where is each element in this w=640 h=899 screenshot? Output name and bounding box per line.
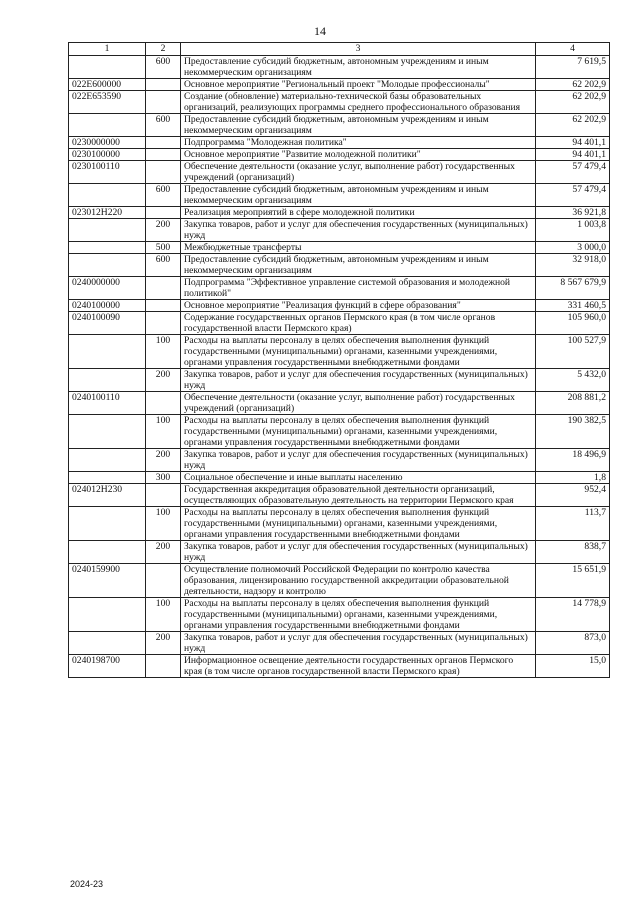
item-name-cell: Предоставление субсидий бюджетным, автономным учреждениям и иным некоммерческим организациям — [181, 114, 536, 137]
amount-cell: 113,7 — [536, 507, 610, 541]
amount-cell: 190 382,5 — [536, 415, 610, 449]
table-row — [69, 312, 610, 335]
amount-cell: 14 778,9 — [536, 598, 610, 632]
amount-cell: 873,0 — [536, 632, 610, 655]
expense-type-cell — [146, 300, 181, 312]
table-row — [69, 598, 610, 632]
code-cell — [69, 219, 146, 242]
expense-type-cell — [146, 484, 181, 507]
table-row — [69, 114, 610, 137]
expense-type-cell: 600 — [146, 114, 181, 137]
expense-type-cell: 100 — [146, 415, 181, 449]
amount-cell: 62 202,9 — [536, 79, 610, 91]
amount-cell: 32 918,0 — [536, 254, 610, 277]
item-name-cell: Основное мероприятие "Развитие молодежной политики" — [181, 149, 536, 161]
amount-cell: 15,0 — [536, 655, 610, 678]
expense-type-cell: 600 — [146, 254, 181, 277]
code-cell — [69, 632, 146, 655]
item-name-cell: Основное мероприятие "Реализация функций в сфере образования" — [181, 300, 536, 312]
code-cell — [69, 369, 146, 392]
header-col-1: 1 — [69, 43, 146, 56]
expense-type-cell — [146, 207, 181, 219]
budget-table — [68, 42, 610, 678]
code-cell — [69, 242, 146, 254]
item-name-cell: Расходы на выплаты персоналу в целях обеспечения выполнения функций государственными (муниципальными) органами, казенными учреждениями, органами управления государственными внебюджетными фондами — [181, 415, 536, 449]
amount-cell: 952,4 — [536, 484, 610, 507]
amount-cell: 331 460,5 — [536, 300, 610, 312]
amount-cell: 100 527,9 — [536, 335, 610, 369]
header-col-2: 2 — [146, 43, 181, 56]
item-name-cell: Межбюджетные трансферты — [181, 242, 536, 254]
table-row — [69, 137, 610, 149]
item-name-cell: Расходы на выплаты персоналу в целях обеспечения выполнения функций государственными (муниципальными) органами, казенными учреждениями, органами управления государственными внебюджетными фондами — [181, 335, 536, 369]
table-row — [69, 541, 610, 564]
table-row — [69, 254, 610, 277]
table-row — [69, 242, 610, 254]
table-row — [69, 207, 610, 219]
table-row — [69, 149, 610, 161]
code-cell — [69, 184, 146, 207]
code-cell — [69, 254, 146, 277]
expense-type-cell: 300 — [146, 472, 181, 484]
item-name-cell: Закупка товаров, работ и услуг для обеспечения государственных (муниципальных) нужд — [181, 632, 536, 655]
expense-type-cell — [146, 312, 181, 335]
table-row — [69, 392, 610, 415]
code-cell — [69, 335, 146, 369]
code-cell: 024012Н230 — [69, 484, 146, 507]
footer-code: 2024-23 — [70, 879, 104, 889]
table-row — [69, 484, 610, 507]
expense-type-cell — [146, 149, 181, 161]
header-col-4: 4 — [536, 43, 610, 56]
code-cell — [69, 114, 146, 137]
table-row — [69, 91, 610, 114]
item-name-cell: Предоставление субсидий бюджетным, автономным учреждениям и иным некоммерческим организациям — [181, 184, 536, 207]
code-cell: 022E653590 — [69, 91, 146, 114]
amount-cell: 208 881,2 — [536, 392, 610, 415]
item-name-cell: Содержание государственных органов Пермского края (в том числе органов государственной власти Пермского края) — [181, 312, 536, 335]
expense-type-cell — [146, 91, 181, 114]
page-number: 14 — [314, 24, 326, 38]
expense-type-cell: 100 — [146, 335, 181, 369]
item-name-cell: Закупка товаров, работ и услуг для обеспечения государственных (муниципальных) нужд — [181, 541, 536, 564]
expense-type-cell — [146, 137, 181, 149]
amount-cell: 8 567 679,9 — [536, 277, 610, 300]
table-row — [69, 449, 610, 472]
header-col-3: 3 — [181, 43, 536, 56]
item-name-cell: Закупка товаров, работ и услуг для обеспечения государственных (муниципальных) нужд — [181, 449, 536, 472]
amount-cell: 15 651,9 — [536, 564, 610, 598]
amount-cell: 94 401,1 — [536, 137, 610, 149]
expense-type-cell — [146, 564, 181, 598]
item-name-cell: Подпрограмма "Молодежная политика" — [181, 137, 536, 149]
amount-cell: 36 921,8 — [536, 207, 610, 219]
amount-cell: 3 000,0 — [536, 242, 610, 254]
item-name-cell: Предоставление субсидий бюджетным, автономным учреждениям и иным некоммерческим организациям — [181, 254, 536, 277]
expense-type-cell: 200 — [146, 541, 181, 564]
table-row — [69, 564, 610, 598]
amount-cell: 1,8 — [536, 472, 610, 484]
amount-cell: 62 202,9 — [536, 91, 610, 114]
code-cell — [69, 598, 146, 632]
item-name-cell: Расходы на выплаты персоналу в целях обеспечения выполнения функций государственными (муниципальными) органами, казенными учреждениями, органами управления государственными внебюджетными фондами — [181, 507, 536, 541]
table-row — [69, 335, 610, 369]
table-row — [69, 655, 610, 678]
code-cell — [69, 449, 146, 472]
table-row — [69, 369, 610, 392]
item-name-cell: Закупка товаров, работ и услуг для обеспечения государственных (муниципальных) нужд — [181, 219, 536, 242]
item-name-cell: Осуществление полномочий Российской Федерации по контролю качества образования, лицензированию государственной аккредитации образовательной деятельности, надзору и контролю — [181, 564, 536, 598]
expense-type-cell: 200 — [146, 449, 181, 472]
code-cell: 0240100090 — [69, 312, 146, 335]
table-row — [69, 277, 610, 300]
expense-type-cell — [146, 161, 181, 184]
table-row — [69, 472, 610, 484]
item-name-cell: Обеспечение деятельности (оказание услуг, выполнение работ) государственных учреждений (организаций) — [181, 392, 536, 415]
code-cell — [69, 56, 146, 79]
expense-type-cell: 600 — [146, 184, 181, 207]
item-name-cell: Реализация мероприятий в сфере молодежной политики — [181, 207, 536, 219]
item-name-cell: Создание (обновление) материально-технической базы образовательных организаций, реализующих программы среднего профессионального образования — [181, 91, 536, 114]
table-row — [69, 56, 610, 79]
item-name-cell: Подпрограмма "Эффективное управление системой образования и молодежной политикой" — [181, 277, 536, 300]
amount-cell: 57 479,4 — [536, 184, 610, 207]
expense-type-cell: 200 — [146, 219, 181, 242]
code-cell: 0230100000 — [69, 149, 146, 161]
amount-cell: 18 496,9 — [536, 449, 610, 472]
code-cell: 0230100110 — [69, 161, 146, 184]
item-name-cell: Основное мероприятие "Региональный проект "Молодые профессионалы" — [181, 79, 536, 91]
expense-type-cell: 100 — [146, 598, 181, 632]
code-cell: 0240000000 — [69, 277, 146, 300]
code-cell: 0240100000 — [69, 300, 146, 312]
expense-type-cell: 600 — [146, 56, 181, 79]
code-cell: 0240198700 — [69, 655, 146, 678]
item-name-cell: Закупка товаров, работ и услуг для обеспечения государственных (муниципальных) нужд — [181, 369, 536, 392]
code-cell — [69, 507, 146, 541]
amount-cell: 105 960,0 — [536, 312, 610, 335]
amount-cell: 57 479,4 — [536, 161, 610, 184]
code-cell — [69, 541, 146, 564]
expense-type-cell — [146, 79, 181, 91]
amount-cell: 1 003,8 — [536, 219, 610, 242]
amount-cell: 7 619,5 — [536, 56, 610, 79]
code-cell — [69, 472, 146, 484]
table-row — [69, 632, 610, 655]
item-name-cell: Расходы на выплаты персоналу в целях обеспечения выполнения функций государственными (муниципальными) органами, казенными учреждениями, органами управления государственными внебюджетными фондами — [181, 598, 536, 632]
item-name-cell: Обеспечение деятельности (оказание услуг, выполнение работ) государственных учреждений (организаций) — [181, 161, 536, 184]
item-name-cell: Социальное обеспечение и иные выплаты населению — [181, 472, 536, 484]
code-cell: 022E600000 — [69, 79, 146, 91]
code-cell: 023012Н220 — [69, 207, 146, 219]
expense-type-cell — [146, 277, 181, 300]
table-row — [69, 300, 610, 312]
expense-type-cell — [146, 655, 181, 678]
table-header-row — [69, 43, 610, 56]
expense-type-cell: 100 — [146, 507, 181, 541]
code-cell: 0240159900 — [69, 564, 146, 598]
table-row — [69, 184, 610, 207]
amount-cell: 5 432,0 — [536, 369, 610, 392]
table-row — [69, 79, 610, 91]
table-row — [69, 507, 610, 541]
amount-cell: 838,7 — [536, 541, 610, 564]
table-row — [69, 415, 610, 449]
code-cell: 0240100110 — [69, 392, 146, 415]
amount-cell: 62 202,9 — [536, 114, 610, 137]
item-name-cell: Информационное освещение деятельности государственных органов Пермского края (в том числе органов государственной власти Пермского края) — [181, 655, 536, 678]
table-row — [69, 219, 610, 242]
code-cell: 0230000000 — [69, 137, 146, 149]
expense-type-cell: 500 — [146, 242, 181, 254]
item-name-cell: Предоставление субсидий бюджетным, автономным учреждениям и иным некоммерческим организациям — [181, 56, 536, 79]
table-row — [69, 161, 610, 184]
code-cell — [69, 415, 146, 449]
expense-type-cell: 200 — [146, 369, 181, 392]
item-name-cell: Государственная аккредитация образовательной деятельности организаций, осуществляющих образовательную деятельность на территории Пермского края — [181, 484, 536, 507]
amount-cell: 94 401,1 — [536, 149, 610, 161]
expense-type-cell — [146, 392, 181, 415]
expense-type-cell: 200 — [146, 632, 181, 655]
